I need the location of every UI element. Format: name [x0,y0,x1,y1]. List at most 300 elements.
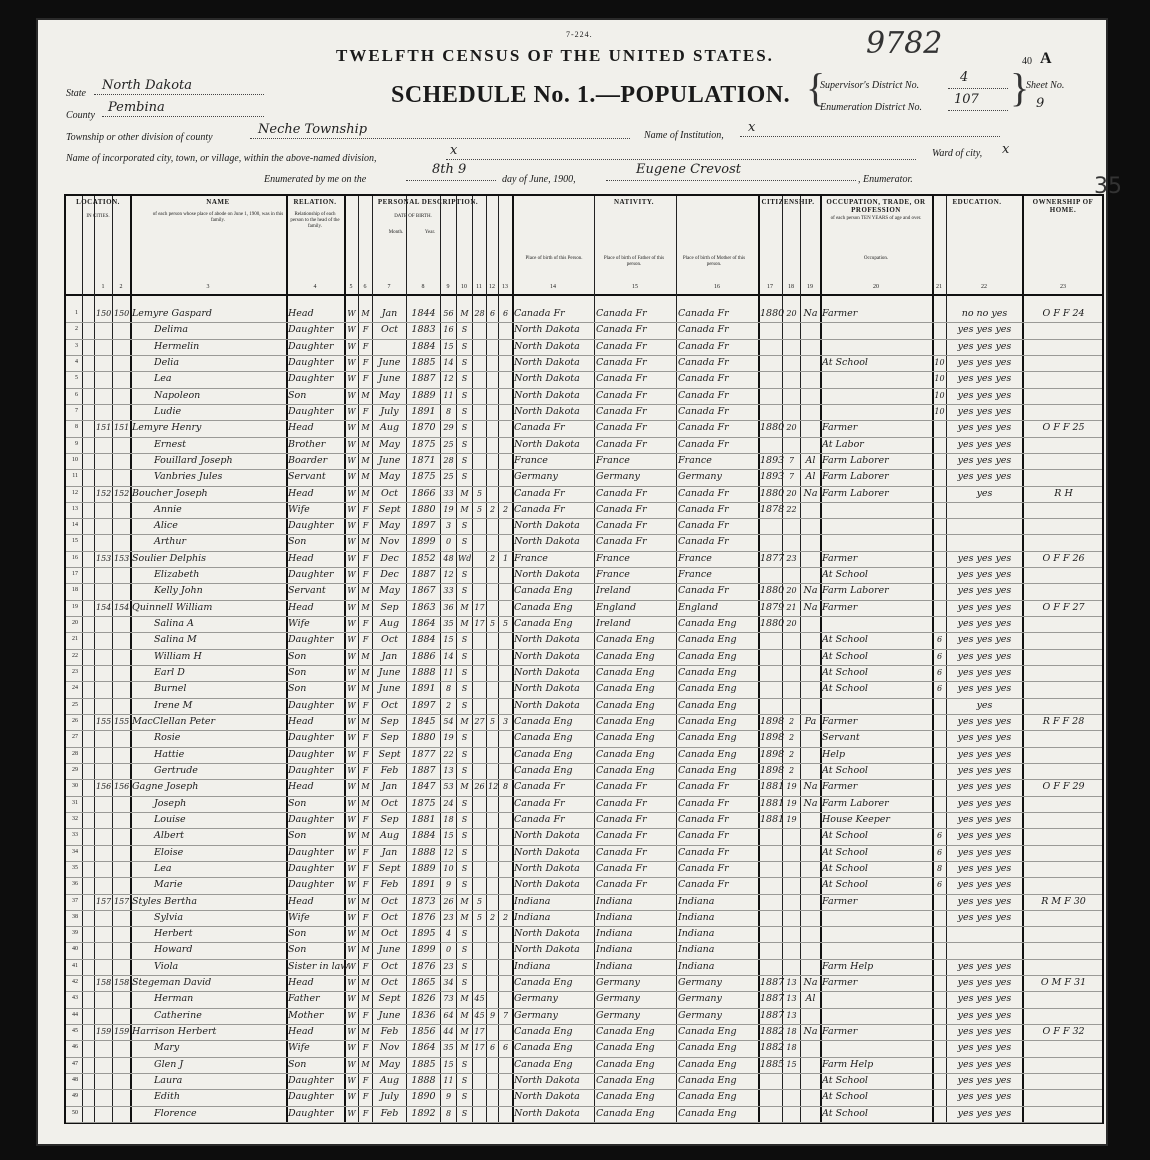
cell-color: W [347,341,356,351]
cell-color: W [347,847,356,857]
cell-rel: Head [288,895,314,907]
cell-month: Sept [378,862,401,874]
sub-year: Year. [424,230,436,235]
cell-mar: S [461,472,468,482]
group-nativity: NATIVITY. [613,198,655,206]
cell-ed: yes yes yes [957,846,1012,858]
cell-rel: Daughter [288,405,334,417]
cell-bm: Canada Fr [678,503,729,515]
column-number: 9 [446,284,450,290]
cell-bp: North Dakota [514,1075,580,1087]
cell-yrs: 28 [474,309,485,318]
cell-sex: M [361,423,370,433]
cell-mar: S [461,847,468,857]
row-number: 30 [72,783,78,790]
cell-own: O F F 25 [1042,422,1085,434]
group-location: LOCATION. [76,198,120,206]
group-occupation: OCCUPATION, TRADE, OR PROFESSION [826,198,926,214]
cell-bm: Canada Fr [678,520,729,532]
cell-color: W [347,1076,356,1086]
cell-mar: S [461,651,468,661]
cell-year: 1892 [411,1107,436,1119]
cell-bf: Ireland [596,618,631,630]
cell-month: May [379,520,400,532]
cell-rel: Daughter [288,1091,334,1103]
row-number: 44 [72,1011,78,1018]
cell-us: 13 [786,978,797,988]
cell-occ: Farm Laborer [822,797,889,809]
cell-bp: Germany [514,471,558,483]
cell-age: 12 [443,570,454,580]
cell-bp: North Dakota [514,340,580,352]
cell-bm: Indiana [678,928,715,940]
city-value: x [450,143,458,158]
cell-rel: Daughter [288,879,334,891]
cell-occ: At School [822,650,868,662]
cell-color: W [347,700,356,710]
cell-occ: Farmer [822,1026,858,1038]
cell-yrs: 17 [474,602,485,612]
cell-color: W [347,488,356,498]
cell-name: Delia [154,356,179,368]
cell-bp: Canada Fr [514,503,565,515]
row-number: 5 [75,375,78,382]
cell-yrs: 17 [474,619,485,629]
cell-age: 23 [443,912,454,922]
cell-color: W [347,651,356,661]
cell-bm: Canada Eng [678,634,737,646]
cell-fam: 150 [114,309,130,318]
cell-color: W [347,570,356,580]
cell-bm: Canada Eng [678,618,737,630]
cell-imm: 1880 [760,585,785,597]
cell-us: 19 [786,798,797,808]
cell-name: Eloise [154,846,184,858]
cell-mos: 10 [934,374,945,384]
cell-month: Sept [378,748,401,760]
cell-month: Oct [381,960,398,972]
cell-nat: Na [803,1026,818,1038]
cell-bf: Canada Eng [596,764,655,776]
cell-yrs: 5 [476,504,483,514]
cell-bp: Canada Eng [514,764,573,776]
cell-bm: Canada Eng [678,1042,737,1054]
cell-bp: North Dakota [514,356,580,368]
cell-mar: S [461,1059,468,1069]
cell-color: W [347,357,356,367]
cell-sex: M [361,651,370,661]
column-number: 14 [550,284,556,290]
cell-occ: At School [822,846,868,858]
cell-imm: 1881 [760,813,785,825]
cell-bp: North Dakota [514,389,580,401]
column-number: 12 [489,284,495,290]
cell-name: Viola [154,960,179,972]
cell-month: Sep [380,732,399,744]
cell-name: Howard [154,944,193,956]
enumerated-by-label: Enumerated by me on the [264,174,367,185]
cell-sex: F [362,1010,369,1020]
cell-sex: M [361,896,370,906]
cell-bf: Canada Fr [596,340,647,352]
cell-sex: M [361,945,370,955]
cell-name: Rosie [154,732,181,744]
cell-bf: France [596,552,630,564]
cell-bp: North Dakota [514,879,580,891]
cell-yrs: 45 [474,994,485,1004]
row-number: 17 [72,571,78,578]
cell-bp: Canada Fr [514,487,565,499]
cell-imm: 1880 [760,487,785,499]
cell-sex: F [362,863,369,873]
row-number: 36 [72,881,78,888]
cell-color: W [347,635,356,645]
cell-fam: 154 [114,602,130,612]
cell-rel: Son [288,797,307,809]
cell-mar: M [460,896,469,906]
cell-color: W [347,537,356,547]
cell-mar: S [461,831,468,841]
cell-bm: Canada Fr [678,389,729,401]
cell-month: Oct [381,911,398,923]
form-number: 7-224. [566,30,593,39]
cell-month: Aug [379,1075,400,1087]
cell-month: Sep [380,716,399,727]
cell-year: 1880 [411,732,436,744]
cell-color: W [347,929,356,939]
cell-bm: England [678,601,719,613]
cell-age: 11 [443,668,454,678]
institution-label: Name of Institution, [644,130,724,141]
row-number: 20 [72,620,78,627]
cell-bp: North Dakota [514,569,580,581]
cell-year: 1887 [411,569,436,581]
cell-mar: S [461,945,468,955]
cell-mo: 2 [489,504,496,514]
cell-name: Irene M [154,699,193,711]
cell-rel: Head [288,977,314,989]
cell-name: Louise [154,813,186,825]
cell-us: 20 [786,488,797,498]
cell-color: W [347,1027,356,1037]
cell-color: W [347,1092,356,1102]
cell-bm: Canada Fr [678,405,729,417]
row-number: 45 [72,1028,78,1035]
sub-occupation-col: Occupation. [863,256,889,261]
cell-occ: At School [822,879,868,891]
cell-mar: S [461,749,468,759]
cell-rel: Wife [288,911,310,923]
cell-dw: 157 [96,896,112,906]
cell-mo: 6 [489,1043,496,1053]
cell-color: W [347,749,356,759]
cell-bm: Canada Eng [678,732,737,744]
cell-bm: Canada Fr [678,340,729,352]
cell-bp: Canada Fr [514,797,565,809]
cell-age: 64 [443,1010,454,1020]
cell-color: W [347,782,356,792]
cell-bp: Canada Fr [514,422,565,434]
cell-rel: Head [288,1026,314,1038]
cell-mo: 9 [489,1010,496,1020]
cell-year: 1891 [411,683,436,695]
cell-mar: M [460,504,469,514]
cell-sex: M [361,668,370,678]
cell-sex: M [361,798,370,808]
cell-age: 25 [443,472,454,482]
cell-name: Lea [154,373,172,385]
cell-rel: Son [288,944,307,956]
cell-bf: Canada Eng [596,1042,655,1054]
cell-sex: M [361,439,370,449]
cell-name: Salina A [154,618,194,630]
cell-mos: 10 [934,406,945,416]
cell-age: 11 [443,1076,454,1086]
cell-name: Salina M [154,634,197,646]
cell-fam: 157 [114,896,130,906]
cell-age: 8 [445,1108,452,1118]
cell-sex: M [361,455,370,465]
cell-rel: Son [288,928,307,940]
cell-color: W [347,668,356,678]
sub-date-of-birth: DATE OF BIRTH. [394,214,432,219]
cell-name: Annie [154,503,182,515]
cell-month: Aug [379,618,400,630]
cell-sex: M [361,602,370,612]
cell-mar: M [460,994,469,1004]
column-number: 15 [632,284,638,290]
cell-dw: 159 [96,1027,112,1037]
cell-yrs: 27 [474,717,485,726]
cell-ed: yes [976,699,993,711]
cell-color: W [347,390,356,400]
cell-us: 2 [788,717,795,726]
cell-name: Burnel [154,683,187,695]
cell-age: 34 [443,978,454,988]
cell-bf: Ireland [596,585,631,597]
cell-bm: Canada Fr [678,879,729,891]
cell-us: 20 [786,423,797,433]
cell-bm: Canada Eng [678,683,737,695]
row-number: 47 [72,1060,78,1067]
cell-year: 1891 [411,405,436,417]
cell-year: 1844 [411,308,436,319]
cell-yrs: 5 [476,488,483,498]
supervisor-label: Supervisor's District No. [820,80,920,91]
cell-bp: Germany [514,993,558,1005]
cell-year: 1852 [411,552,436,564]
cell-age: 19 [443,733,454,743]
cell-us: 19 [786,814,797,824]
row-number: 33 [72,832,78,839]
row-number: 3 [75,342,78,349]
cell-mar: S [461,978,468,988]
cell-year: 1875 [411,797,436,809]
cell-us: 7 [788,472,795,482]
cell-age: 11 [443,390,454,400]
cell-bf: Canada Fr [596,520,647,532]
row-number: 50 [72,1109,78,1116]
cell-color: W [347,814,356,824]
cell-year: 1897 [411,699,436,711]
row-number: 34 [72,848,78,855]
cell-mar: S [461,357,468,367]
cell-month: Oct [381,977,398,989]
cell-age: 18 [443,814,454,824]
row-number: 12 [72,489,78,496]
cell-sex: F [362,553,369,563]
cell-bm: Canada Eng [678,1091,737,1103]
row-number: 28 [72,750,78,757]
cell-own: O F F 24 [1042,308,1085,319]
cell-rel: Head [288,422,314,434]
cell-rel: Son [288,683,307,695]
cell-age: 33 [443,586,454,596]
cell-age: 15 [443,831,454,841]
cell-sex: F [362,374,369,384]
cell-month: Aug [379,422,400,434]
cell-ed: yes yes yes [957,830,1012,842]
cell-year: 1856 [411,1026,436,1038]
cell-ed: yes yes yes [957,1091,1012,1103]
cell-color: W [347,325,356,335]
cell-nat: Al [805,471,816,483]
cell-month: Feb [380,879,399,891]
cell-bp: North Dakota [514,830,580,842]
cell-occ: Servant [822,732,860,744]
cell-sex: F [362,1076,369,1086]
cell-month: Jan [381,650,398,662]
cell-year: 1836 [411,1009,436,1021]
cell-ed: yes yes yes [957,960,1012,972]
cell-color: W [347,472,356,482]
cell-rel: Brother [288,438,326,450]
cell-color: W [347,896,356,906]
cell-age: 25 [443,439,454,449]
row-number: 10 [72,456,78,463]
sheet-value: 9 [1036,96,1045,111]
cell-rel: Head [288,487,314,499]
cell-age: 24 [443,798,454,808]
cell-name: Herbert [154,928,193,940]
cell-name: Lea [154,862,172,874]
state-value: North Dakota [102,78,192,93]
cell-nat: Na [803,308,818,319]
cell-ed: yes yes yes [957,340,1012,352]
group-personal: PERSONAL DESCRIPTION. [377,198,479,206]
cell-mos: 6 [936,684,943,694]
cell-bp: Canada Eng [514,1042,573,1054]
cell-bm: Canada Fr [678,797,729,809]
cell-bf: Indiana [596,895,633,907]
cell-occ: Farm Help [822,1058,874,1070]
column-number: 5 [349,284,353,290]
cell-imm: 1881 [760,797,785,809]
cell-occ: Help [822,748,846,760]
cell-bp: North Dakota [514,536,580,548]
cell-ed: yes yes yes [957,1009,1012,1021]
cell-bm: Canada Fr [678,846,729,858]
cell-mar: S [461,1108,468,1118]
cell-own: O F F 27 [1042,601,1085,613]
cell-mar: M [460,1027,469,1037]
cell-name: Catherine [154,1009,202,1021]
cell-rel: Daughter [288,373,334,385]
cell-color: W [347,1059,356,1069]
cell-bf: Canada Eng [596,1107,655,1119]
cell-sex: M [361,309,370,318]
cell-mar: S [461,1092,468,1102]
cell-month: May [379,389,400,401]
cell-year: 1877 [411,748,436,760]
cell-fam: 155 [114,717,130,726]
cell-ed: yes yes yes [957,781,1012,793]
cell-rel: Daughter [288,1107,334,1119]
row-number: 38 [72,913,78,920]
column-number: 11 [476,284,482,290]
cell-name: Marie [154,879,183,891]
cell-rel: Servant [288,585,326,597]
cell-occ: Farmer [822,895,858,907]
enumerated-day-label: day of June, 1900, [502,174,576,185]
cell-mar: S [461,455,468,465]
cell-ed: yes yes yes [957,879,1012,891]
row-number: 21 [72,636,78,643]
enum-district-value: 107 [954,92,979,107]
row-number: 29 [72,766,78,773]
cell-sex: M [361,1027,370,1037]
cell-name: Joseph [154,797,187,809]
cell-us: 2 [788,749,795,759]
cell-bf: Canada Fr [596,781,647,793]
sub-month: Month. [388,230,404,235]
cell-color: W [347,863,356,873]
cell-mar: S [461,635,468,645]
cell-age: 28 [443,455,454,465]
cell-age: 29 [443,423,454,433]
cell-rel: Daughter [288,340,334,352]
cell-mar: S [461,863,468,873]
cell-rel: Daughter [288,732,334,744]
cell-name: Lemyre Henry [132,422,202,434]
cell-occ: House Keeper [822,813,890,825]
cell-rel: Daughter [288,324,334,336]
cell-mar: S [461,390,468,400]
cell-own: R M F 30 [1041,895,1086,907]
cell-ed: yes yes yes [957,764,1012,776]
cell-yrs: 45 [474,1010,485,1020]
cell-mos: 8 [936,863,943,873]
cell-age: 56 [443,309,454,318]
cell-bp: France [514,552,548,564]
cell-ed: yes yes yes [957,585,1012,597]
cell-occ: At School [822,667,868,679]
cell-color: W [347,406,356,416]
cell-us: 7 [788,455,795,465]
cell-bm: Canada Eng [678,667,737,679]
cell-bm: Indiana [678,960,715,972]
cell-year: 1865 [411,977,436,989]
cell-imm: 1880 [760,618,785,630]
group-education: EDUCATION. [952,198,1002,206]
sub-birth-person: Place of birth of this Person. [525,256,583,261]
cell-month: Dec [380,552,399,564]
supervisor-line [948,74,1008,89]
cell-age: 3 [445,521,452,531]
cell-ed: yes yes yes [957,862,1012,874]
cell-month: Oct [381,487,398,499]
cell-mo: 5 [489,619,496,629]
